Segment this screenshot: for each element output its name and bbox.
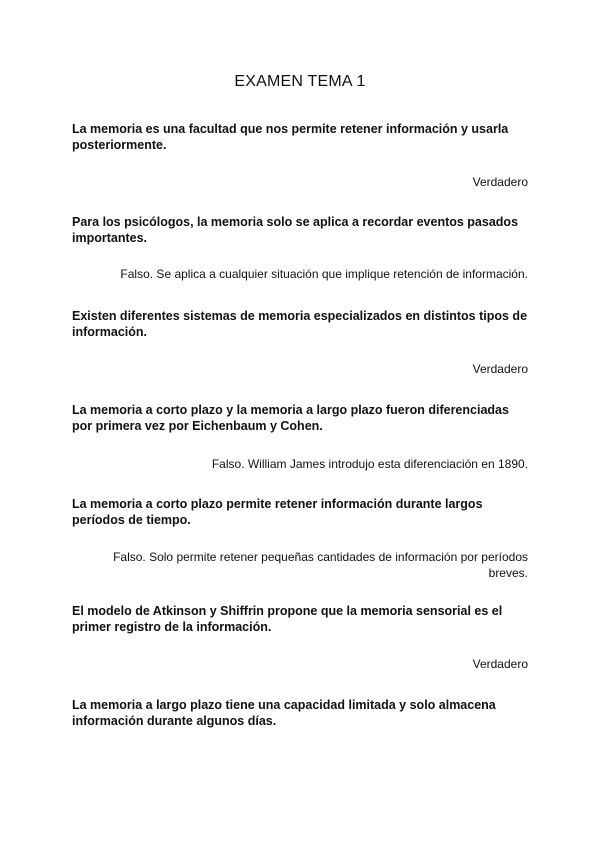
- answer-4: Falso. William James introdujo esta diferenciación en 1890.: [211, 457, 528, 471]
- answer-2: Falso. Se aplica a cualquier situación que implique retención de información.: [120, 267, 528, 281]
- question-7: La memoria a largo plazo tiene una capacidad limitada y solo almacena información durante algunos días.: [72, 698, 496, 728]
- question-5: La memoria a corto plazo permite retener información durante largos períodos de tiempo.: [72, 497, 483, 527]
- answer-1: Verdadero: [472, 175, 528, 189]
- question-6: El modelo de Atkinson y Shiffrin propone que la memoria sensorial es el primer registro de la información.: [72, 604, 503, 634]
- answer-6: Verdadero: [472, 657, 528, 671]
- question-1: La memoria es una facultad que nos permite retener información y usarla posteriormente.: [72, 122, 509, 152]
- page-title: EXAMEN TEMA 1: [234, 73, 366, 90]
- question-2: Para los psicólogos, la memoria solo se aplica a recordar eventos pasados importantes.: [72, 215, 519, 245]
- answer-5: Falso. Solo permite retener pequeñas cantidades de información por períodos breves.: [113, 550, 528, 580]
- question-3: Existen diferentes sistemas de memoria especializados en distintos tipos de información.: [72, 309, 528, 339]
- answer-3: Verdadero: [472, 362, 528, 376]
- question-4: La memoria a corto plazo y la memoria a largo plazo fueron diferenciadas por primera vez por Eichenbaum y Cohen.: [72, 403, 509, 433]
